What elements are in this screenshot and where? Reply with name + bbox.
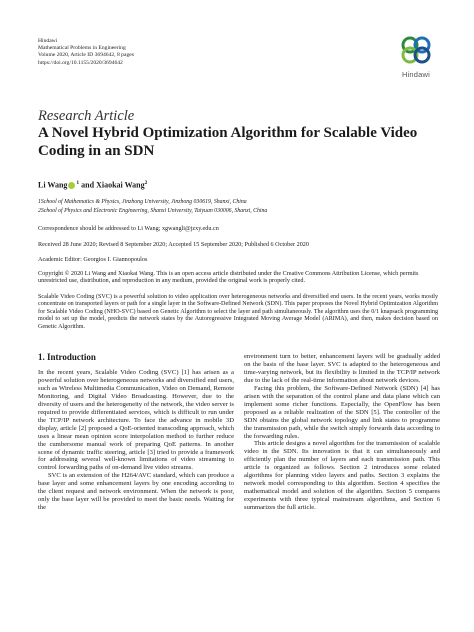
copyright-notice: Copyright © 2020 Li Wang and Xiaokai Wang. This is an open access article distributed under the Creative Commons Attribution License, which permits unrestricted use, distribution, and reproduction in any medium, provided the original work is properly cited. <box>38 270 419 285</box>
author-name: Xiaokai Wang <box>96 180 145 190</box>
right-column <box>244 353 440 512</box>
hindawi-logo <box>396 34 436 79</box>
section-heading: 1. Introduction <box>38 352 96 362</box>
doi-link[interactable]: https://doi.org/10.1155/2020/3694642 <box>38 59 123 66</box>
left-column <box>38 369 234 512</box>
publication-dates: Received 28 June 2020; Revised 8 September 2020; Accepted 15 September 2020; Published 6 October 2020 <box>38 241 309 248</box>
paragraph: In the recent years, Scalable Video Coding (SVC) [1] has arisen as a powerful solution over heterogeneous networks and diversified end users, such as Wireless Multimedia Communication, Video on Demand, Remote Monitoring, and Digital Video Broadcasting. However, due to the diversity of users and the heterogeneity of the network, the video server is required to provide differentiated services, which is difficult to run under the TCP/IP network architecture. To face the advance in mobile 3D display, article [2] proposed a QoE-oriented transcoding approach, which uses a linear mean opinion score interpolation method to further reduce the cumbersome manual work of preparing QoE patterns. In another scene of dynamic traffic steering, article [3] tried to provide a framework for addressing several well-known limitations of video streaming to control forwarding paths of on-demand live video streams. <box>38 369 234 472</box>
author-list <box>38 180 147 190</box>
academic-editor: Academic Editor: Georgios I. Giannopoulos <box>38 256 148 263</box>
affiliation-marker: 1 <box>76 180 80 186</box>
affiliation: 2School of Physics and Electronic Engineering, Shanxi University, Taiyuan 030006, Shanxi, China <box>38 208 268 214</box>
journal-header <box>38 38 134 67</box>
abstract: Scalable Video Coding (SVC) is a powerful solution to video application over heterogeneous networks and diversified end users. In the recent years, works mostly concentrate on transported layers or path for a single layer in the Software-Defined Network (SDN). This paper proposes the Novel Hybrid Optimization Algorithm for Scalable Video Coding (NHO-SVC) based on Genetic Algorithm to select the layer and path simultaneously. The algorithm uses the 0/1 knapsack programming model to set up the model, predicts the network states by the Autoregressive Integrated Moving Average Model (ARIMA), and then, makes decision based on Genetic Algorithm. <box>38 294 438 330</box>
logo-text: Hindawi <box>401 70 431 79</box>
correspondence: Correspondence should be addressed to Li Wang; xgwangli@jzxy.edu.cn <box>38 225 219 232</box>
paragraph: environment turn to better, enhancement layers will be gradually added on the basis of the base layer. SVC is adapted to the heterogeneous and time-varying network, but its flexibility is limited in the TCP/IP network due to the lack of the real-time information about network devices. <box>244 353 440 384</box>
affiliation: 1School of Mathematics & Physics, Jinzhong University, Jinzhong 030619, Shanxi, China <box>38 199 247 205</box>
author-conjunction: and <box>79 180 97 190</box>
paragraph: SVC is an extension of the H264/AVC standard, which can produce a base layer and some enhancement layers by one encoding according to the client request and network environment. When the network is poor, only the base layer will be provided to meet the basic needs. Waiting for the <box>38 472 234 512</box>
affiliation-marker: 2 <box>144 180 148 186</box>
article-type: Research Article <box>38 108 135 124</box>
paragraph: Facing this problem, the Software-Defined Network (SDN) [4] has arisen with the separation of the control plane and data plane which can implement some richer functions. Especially, the OpenFlow has been proposed as a reliable realization of the SDN [5]. The controller of the SDN obtains the global network topology and link states to programme the transmission path, while the switch simply forwards data according to the forwarding rules. <box>244 384 440 440</box>
volume-info: Volume 2020, Article ID 3694642, 8 pages <box>38 52 134 59</box>
publisher-name: Hindawi <box>38 38 58 44</box>
paper-title: A Novel Hybrid Optimization Algorithm for Scalable Video Coding in an SDN <box>38 125 418 159</box>
journal-name: Mathematical Problems in Engineering <box>38 45 126 52</box>
paragraph: This article designs a novel algorithm for the transmission of scalable video in the SDN. Its innovation is that it can simultaneously and efficiently plan the number of layers and each transmission path. This article is organized as follows. Section 2 introduces some related algorithms for planning video layers and paths. Section 3 explains the network model corresponding to this algorithm. Section 4 specifies the mathematical model and solution of the algorithm. Section 5 compares experiments with three typical mainstream algorithms, and Section 6 summarizes the full article. <box>244 440 440 512</box>
author-name: Li Wang <box>38 180 68 190</box>
hindawi-logo-icon <box>396 34 436 66</box>
orcid-icon[interactable] <box>68 182 75 189</box>
